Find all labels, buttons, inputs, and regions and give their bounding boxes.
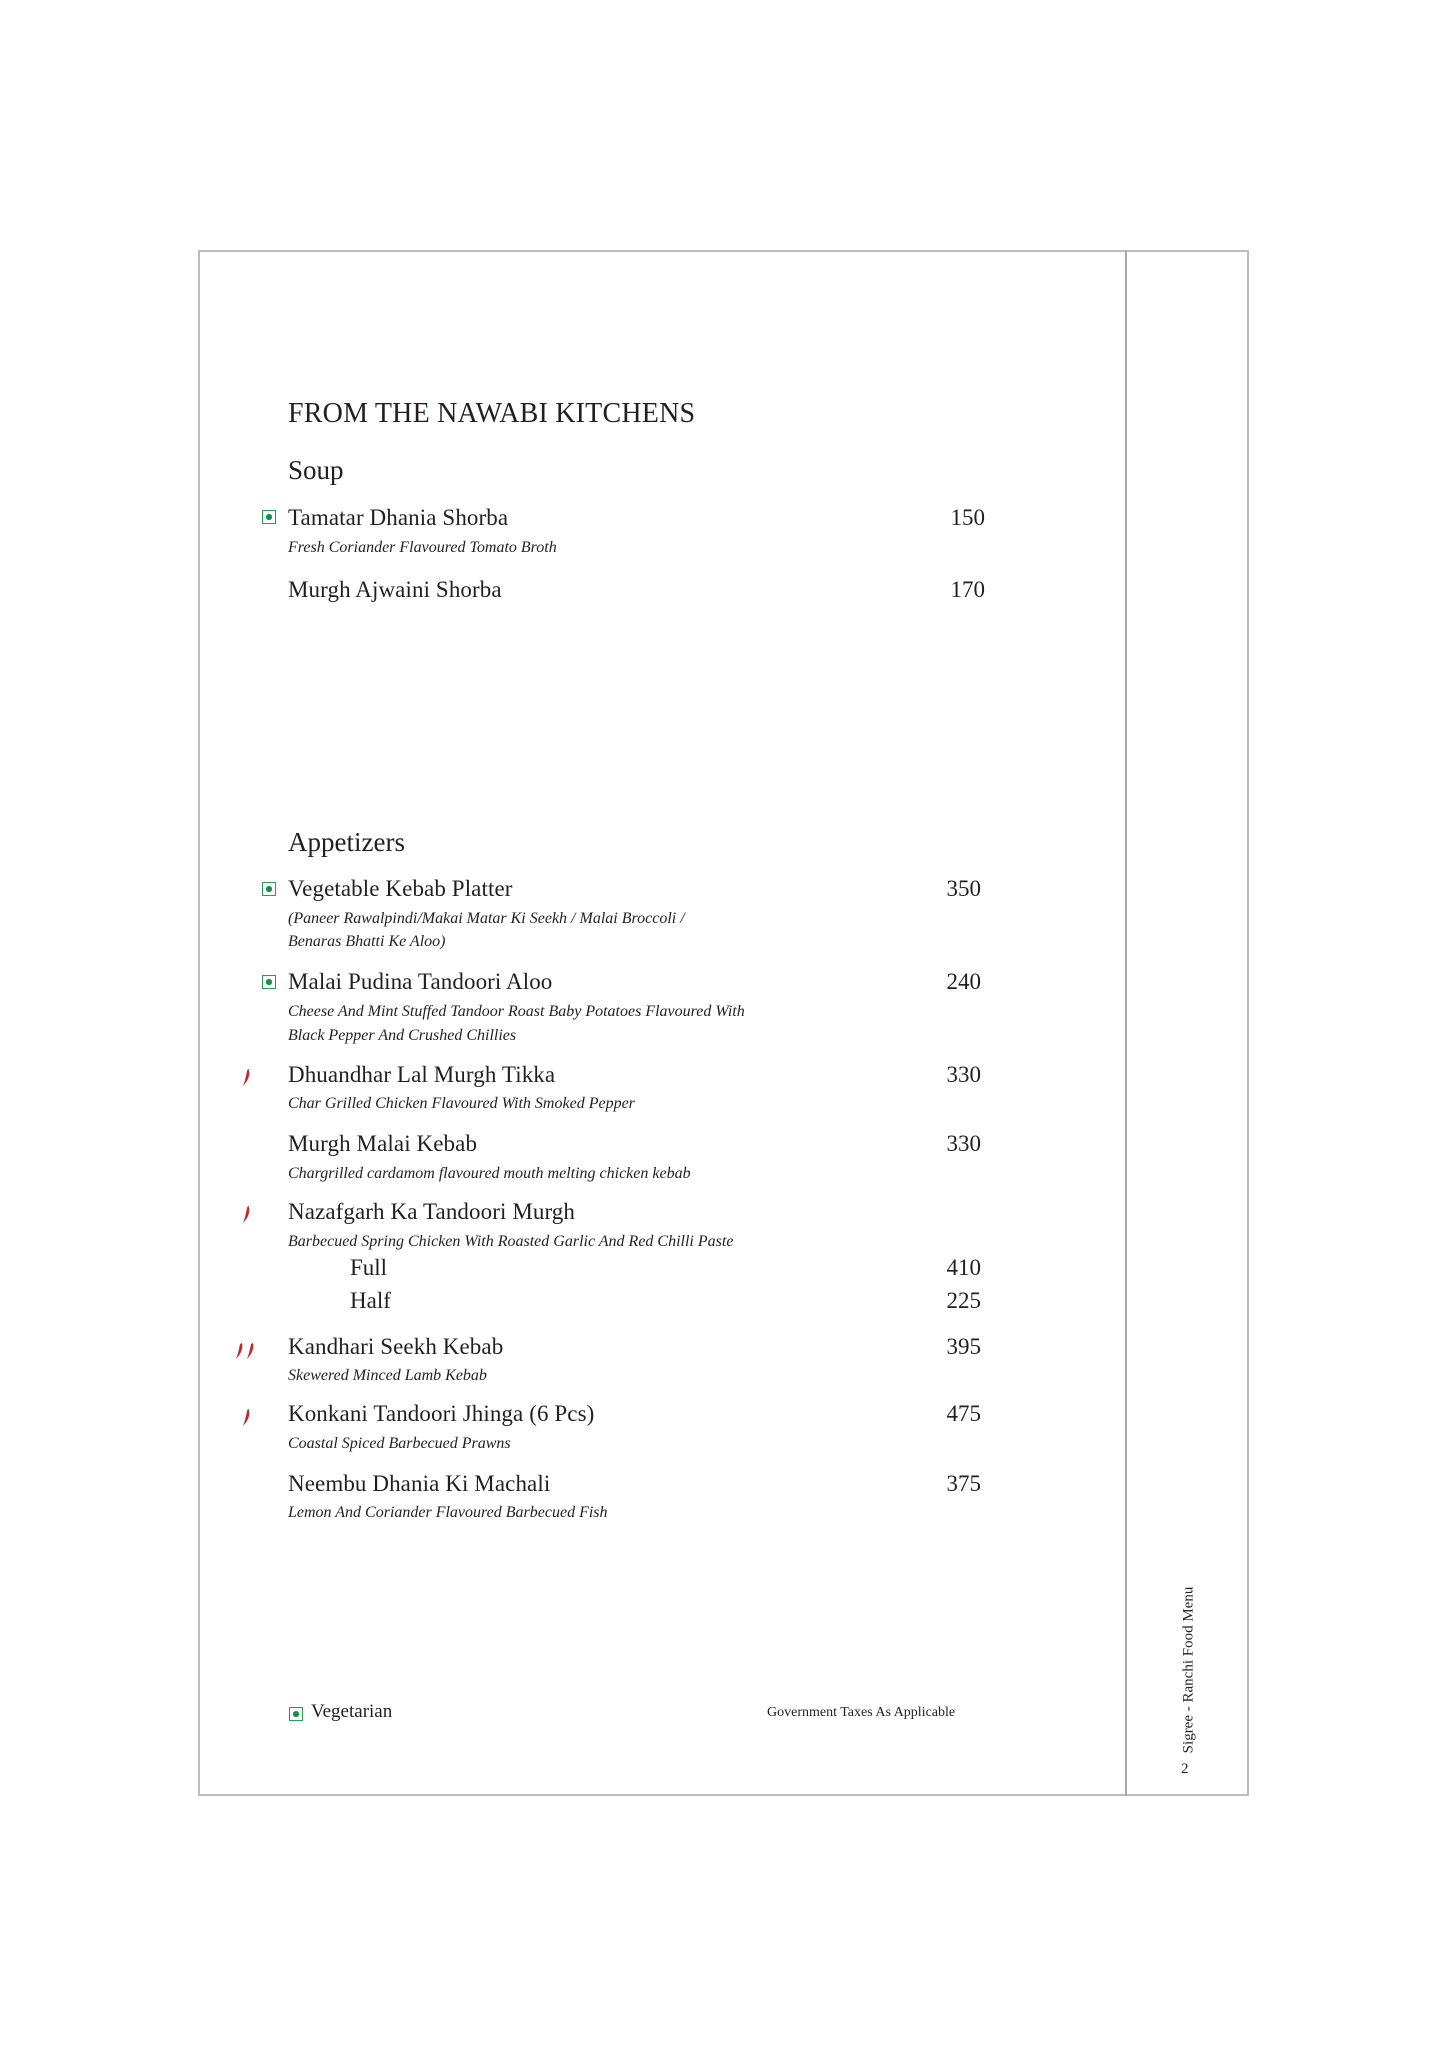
- veg-mark-icon: [262, 882, 276, 896]
- page-divider-line: [1125, 250, 1127, 1796]
- veg-mark-icon: [289, 1707, 303, 1721]
- item-description: Coastal Spiced Barbecued Prawns: [288, 1435, 511, 1452]
- chilli-spice-icon: [240, 1069, 252, 1087]
- section-heading-appetizers: Appetizers: [288, 827, 405, 857]
- chilli-spice-icon: [240, 1409, 252, 1427]
- item-name: Kandhari Seekh Kebab: [288, 1334, 504, 1359]
- item-price: 150: [950, 505, 985, 530]
- chilli-spice-icon: [244, 1342, 256, 1360]
- item-price: 170: [950, 577, 985, 602]
- veg-mark-icon: [262, 510, 276, 524]
- item-price: 350: [946, 876, 981, 901]
- item-name: Malai Pudina Tandoori Aloo: [288, 969, 553, 994]
- item-description: Chargrilled cardamom flavoured mouth melting chicken kebab: [288, 1165, 691, 1182]
- item-description: Skewered Minced Lamb Kebab: [288, 1367, 487, 1384]
- side-label-text: Sigree - Ranchi Food Menu: [1180, 1586, 1197, 1754]
- item-price: 330: [946, 1131, 981, 1156]
- item-price: 330: [946, 1062, 981, 1087]
- item-name: Dhuandhar Lal Murgh Tikka: [288, 1062, 556, 1087]
- variant-label: Half: [350, 1288, 391, 1313]
- item-price: 395: [946, 1334, 981, 1359]
- page-title: FROM THE NAWABI KITCHENS: [288, 398, 696, 429]
- item-price: 475: [946, 1401, 981, 1426]
- item-name: Murgh Ajwaini Shorba: [288, 577, 502, 602]
- item-price: 375: [946, 1471, 981, 1496]
- side-label: [1178, 1585, 1200, 1755]
- item-name: Konkani Tandoori Jhinga (6 Pcs): [288, 1401, 595, 1426]
- item-description: Cheese And Mint Stuffed Tandoor Roast Baby Potatoes Flavoured With: [288, 1003, 745, 1020]
- section-heading-soup: Soup: [288, 455, 344, 485]
- item-description: Fresh Coriander Flavoured Tomato Broth: [288, 539, 557, 556]
- page-number: 2: [1181, 1761, 1189, 1777]
- variant-label: Full: [350, 1255, 388, 1280]
- chilli-spice-icon: [240, 1206, 252, 1224]
- item-description: Barbecued Spring Chicken With Roasted Garlic And Red Chilli Paste: [288, 1233, 734, 1250]
- item-name: Tamatar Dhania Shorba: [288, 505, 509, 530]
- item-price: 240: [946, 969, 981, 994]
- variant-price: 410: [946, 1255, 981, 1280]
- tax-note: Government Taxes As Applicable: [767, 1705, 956, 1720]
- menu-page-border: [198, 250, 1249, 1796]
- item-description: (Paneer Rawalpindi/Makai Matar Ki Seekh / Malai Broccoli /: [288, 910, 685, 927]
- veg-mark-icon: [262, 975, 276, 989]
- item-name: Vegetable Kebab Platter: [288, 876, 513, 901]
- item-name: Nazafgarh Ka Tandoori Murgh: [288, 1199, 576, 1224]
- item-description: Black Pepper And Crushed Chillies: [288, 1027, 517, 1044]
- item-description: Lemon And Coriander Flavoured Barbecued Fish: [288, 1504, 608, 1521]
- item-description: Benaras Bhatti Ke Aloo): [288, 933, 446, 950]
- item-description: Char Grilled Chicken Flavoured With Smoked Pepper: [288, 1095, 635, 1112]
- legend-label: Vegetarian: [311, 1701, 393, 1722]
- variant-price: 225: [946, 1288, 981, 1313]
- item-name: Neembu Dhania Ki Machali: [288, 1471, 551, 1496]
- item-name: Murgh Malai Kebab: [288, 1131, 478, 1156]
